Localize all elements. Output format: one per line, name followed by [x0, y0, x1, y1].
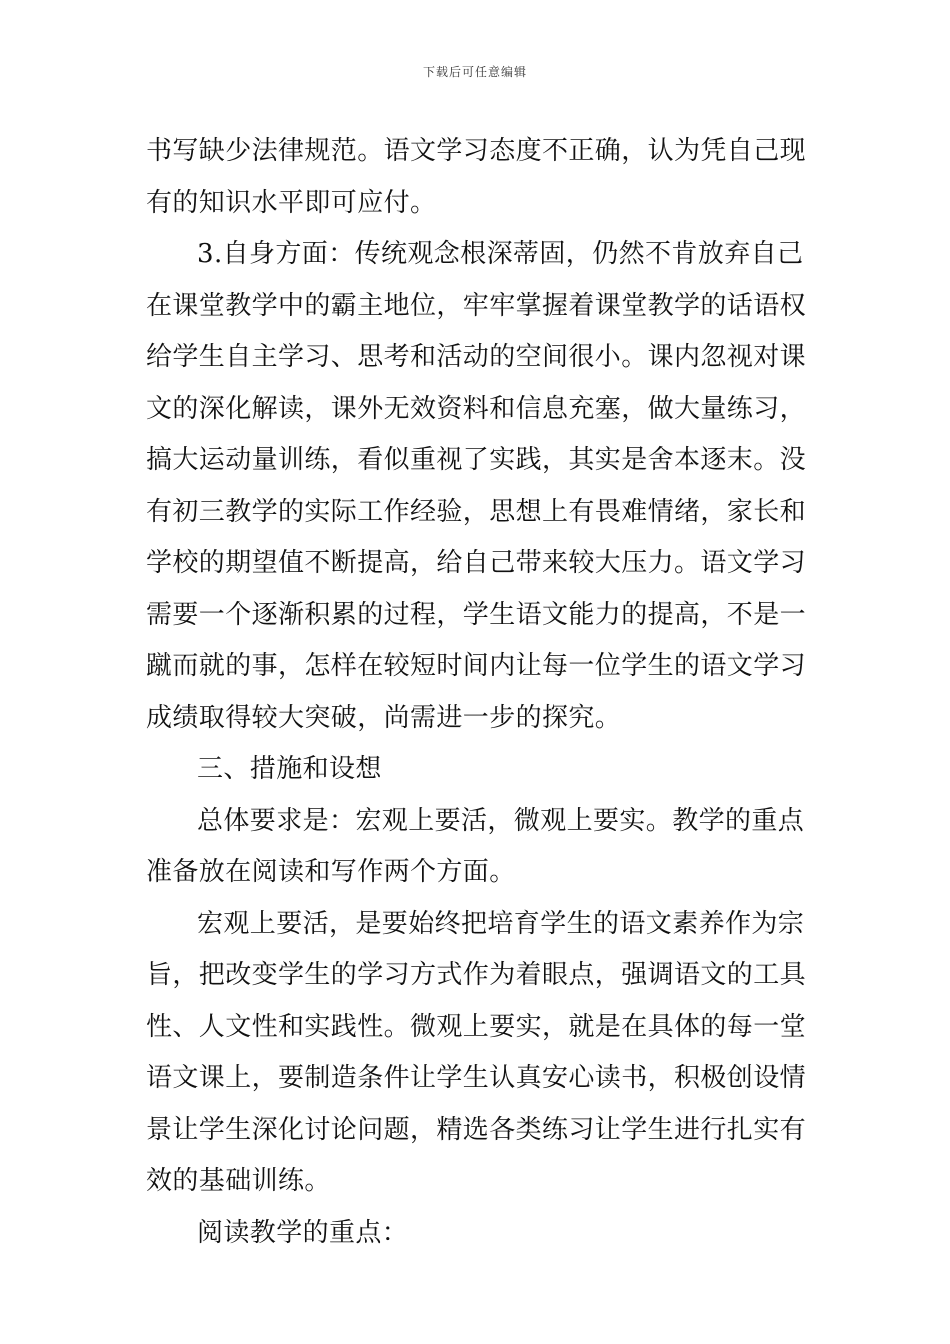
text-line: 旨，把改变学生的学习方式作为着眼点，强调语文的工具 [146, 960, 807, 990]
text-line: 文的深化解读，课外无效资料和信息充塞，做大量练习， [146, 393, 807, 424]
text-line: 需要一个逐渐积累的过程，学生语文能力的提高，不是一 [146, 599, 807, 630]
text-line: 成绩取得较大突破，尚需进一步的探究。 [146, 702, 622, 733]
text-line: 阅读教学的重点： [197, 1217, 409, 1248]
text-line: 有的知识水平即可应付。 [146, 187, 437, 218]
text-line: 有初三教学的实际工作经验，思想上有畏难情绪，家长和 [146, 496, 807, 527]
text-line: 语文课上，要制造条件让学生认真安心读书，积极创设情 [146, 1063, 807, 1093]
text-line: 搞大运动量训练，看似重视了实践，其实是舍本逐末。没 [146, 445, 807, 475]
page-header-note: 下载后可任意编辑 [422, 65, 527, 79]
text-line: 总体要求是：宏观上要活，微观上要实。教学的重点 [197, 805, 805, 836]
text-line: 宏观上要活，是要始终把培育学生的语文素养作为宗 [197, 908, 805, 939]
text-line: 准备放在阅读和写作两个方面。 [146, 857, 516, 887]
text-line: 景让学生深化讨论问题，精选各类练习让学生进行扎实有 [146, 1114, 807, 1145]
section-heading: 三、措施和设想 [197, 754, 382, 784]
text-line: 在课堂教学中的霸主地位，牢牢掌握着课堂教学的话语权 [146, 290, 807, 321]
text-line: 3.自身方面：传统观念根深蒂固，仍然不肯放弃自己 [197, 239, 804, 269]
text-line: 蹴而就的事，怎样在较短时间内让每一位学生的语文学习 [146, 651, 807, 681]
document-body [146, 126, 810, 1259]
text-line: 给学生自主学习、思考和活动的空间很小。课内忽视对课 [146, 342, 807, 372]
text-line: 效的基础训练。 [146, 1166, 331, 1196]
text-line: 性、人文性和实践性。微观上要实，就是在具体的每一堂 [146, 1011, 807, 1042]
text-line: 学校的期望值不断提高，给自己带来较大压力。语文学习 [146, 548, 807, 578]
text-line: 书写缺少法律规范。语文学习态度不正确，认为凭自己现 [146, 136, 807, 166]
